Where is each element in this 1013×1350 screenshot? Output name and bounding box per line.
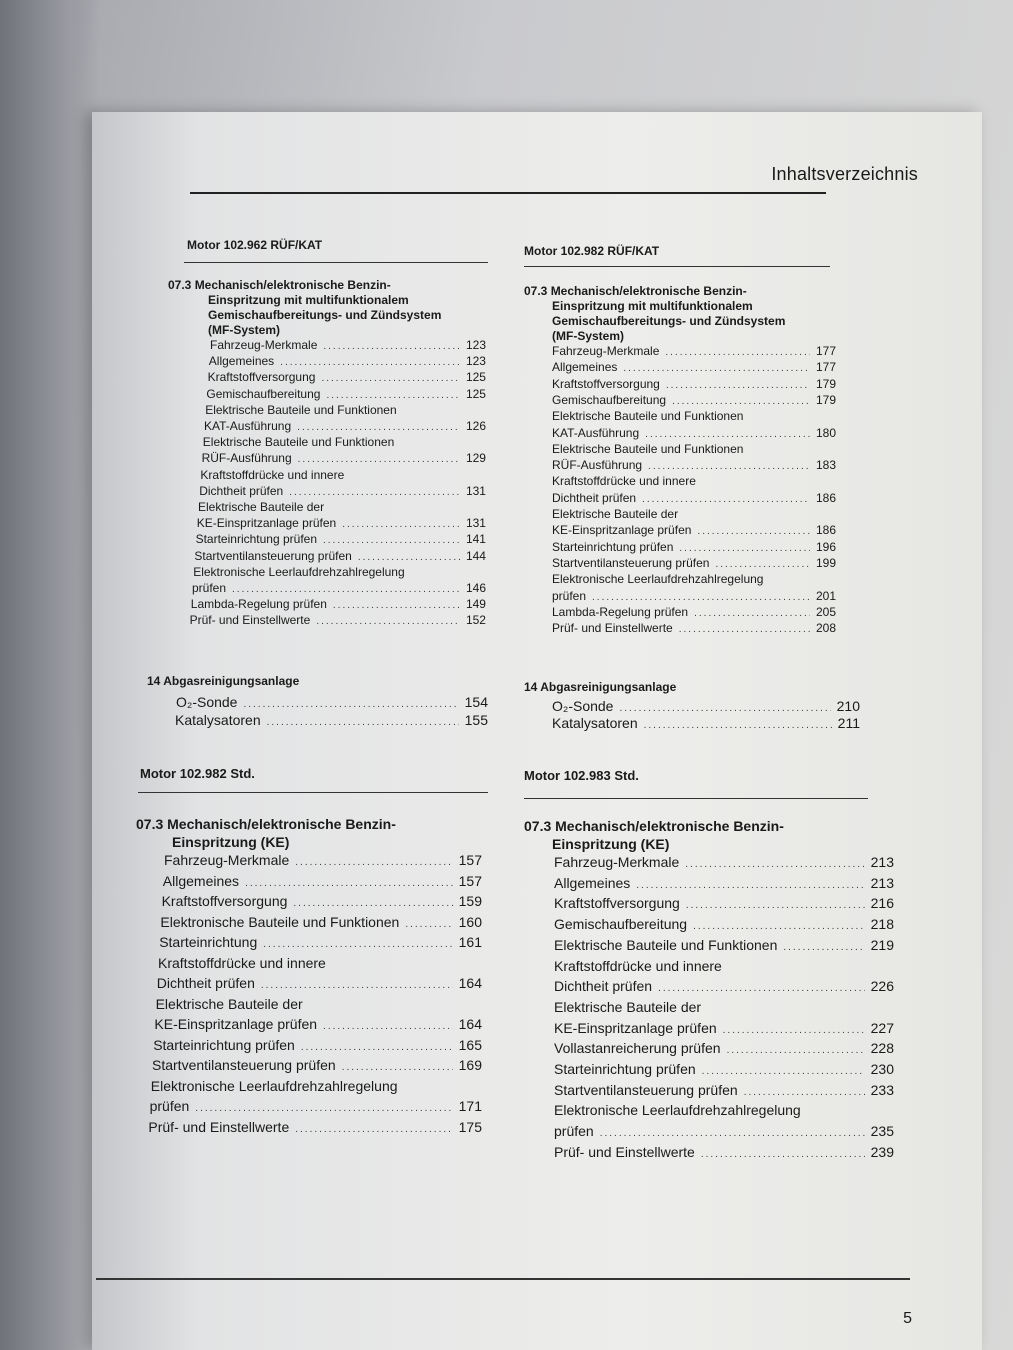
toc-entry-title: Elektrische Bauteile und Funktionen [202, 435, 395, 450]
section-heading-line: (MF-System) [208, 323, 281, 337]
toc-entry-page: 146 [465, 581, 486, 595]
toc-entry-title: Starteinrichtung prüfen [554, 1061, 696, 1077]
toc-entry[interactable] [197, 516, 486, 530]
toc-entry-page: 157 [458, 852, 482, 868]
toc-entry-title: Elektrische Bauteile der [198, 500, 325, 514]
toc-entry-title: KE-Einspritzanlage prüfen [552, 523, 692, 538]
toc-entry[interactable] [206, 387, 486, 401]
toc-entry-title: Kraftstoffversorgung [552, 376, 660, 391]
toc-entry-title: Elektronische Leerlaufdrehzahlregelung [552, 572, 764, 587]
toc-entry-page: 218 [870, 916, 894, 933]
toc-entry-title: prüfen [192, 581, 227, 595]
toc-entry-title: Elektrische Bauteile und Funktionen [205, 402, 397, 417]
toc-entry-page: 216 [870, 895, 894, 912]
dot-leader [727, 1045, 865, 1056]
dot-leader [697, 526, 810, 537]
toc-entry-title: Fahrzeug-Merkmale [210, 338, 318, 352]
toc-entry-title: Katalysatoren [175, 712, 261, 728]
toc-entry[interactable] [552, 507, 836, 521]
toc-entry-page: 160 [458, 913, 482, 930]
toc-entry-page: 211 [837, 715, 860, 731]
dot-leader [232, 584, 460, 595]
dot-leader [261, 980, 453, 991]
toc-entry[interactable] [157, 975, 482, 991]
toc-entry-title: RÜF-Ausführung [552, 458, 643, 473]
toc-entry[interactable] [554, 854, 894, 870]
dot-leader [243, 699, 458, 710]
toc-entry[interactable] [208, 370, 486, 384]
toc-entry-title: Lambda-Regelung prüfen [552, 604, 689, 619]
toc-entry-title: RÜF-Ausführung [201, 451, 292, 466]
toc-entry-title: Prüf- und Einstellwerte [552, 621, 673, 636]
dot-leader [694, 608, 810, 619]
dot-leader [679, 624, 810, 635]
toc-entry-page: 125 [465, 370, 486, 385]
toc-entry-page: 179 [815, 392, 836, 407]
toc-entry-title: prüfen [552, 588, 587, 603]
toc-entry-title: Gemischaufbereitung [554, 916, 688, 933]
toc-entry-title: Elektrische Bauteile der [552, 507, 679, 521]
dot-leader [783, 942, 864, 953]
toc-entry[interactable] [153, 1037, 482, 1053]
dot-leader [293, 898, 452, 909]
right-engine-3: Motor 102.983 Std. [524, 768, 639, 783]
left-rule-3 [138, 792, 488, 793]
toc-entry-title: Prüf- und Einstellwerte [554, 1143, 695, 1160]
toc-entry-title: Elektrische Bauteile der [554, 998, 702, 1015]
dot-leader [321, 373, 460, 384]
section-heading-line: Einspritzung (KE) [552, 836, 670, 852]
header-rule [190, 192, 826, 194]
toc-entry-title: O₂-Sonde [552, 698, 614, 714]
toc-entry[interactable] [554, 1082, 894, 1098]
toc-entry[interactable] [203, 435, 486, 449]
toc-entry-page: 227 [870, 1019, 894, 1036]
toc-entry-page: 228 [870, 1040, 894, 1057]
toc-entry-page: 205 [815, 604, 836, 619]
toc-entry-title: Vollastanreicherung prüfen [554, 1040, 721, 1057]
toc-entry-page: 230 [870, 1061, 894, 1077]
toc-entry-page: 164 [458, 1016, 482, 1032]
right-rule-3 [524, 798, 868, 799]
toc-entry[interactable] [552, 442, 836, 456]
toc-entry[interactable] [200, 468, 486, 482]
toc-entry-title: Fahrzeug-Merkmale [164, 852, 290, 868]
toc-entry-title: Dichtheit prüfen [199, 483, 284, 498]
toc-entry-title: Allgemeines [554, 874, 631, 891]
toc-entry-title: prüfen [149, 1098, 190, 1114]
toc-entry-title: Elektrische Bauteile und Funktionen [552, 441, 744, 456]
toc-entry[interactable] [209, 354, 486, 368]
toc-entry-title: prüfen [554, 1123, 594, 1140]
toc-entry[interactable] [191, 597, 486, 611]
dot-leader [316, 616, 460, 627]
page-number: 5 [903, 1310, 912, 1327]
toc-entry[interactable] [552, 572, 836, 586]
toc-entry-page: 131 [465, 483, 486, 498]
toc-entry-page: 219 [870, 936, 894, 953]
toc-entry-title: Elektrische Bauteile und Funktionen [554, 936, 778, 953]
section-heading-line: Gemischaufbereitungs- und Zündsystem [552, 314, 786, 328]
toc-entry[interactable] [162, 893, 482, 909]
dot-leader [297, 422, 460, 433]
toc-page [92, 112, 982, 1350]
toc-entry-title: Kraftstoffdrücke und innere [200, 467, 345, 482]
toc-entry[interactable] [554, 1020, 894, 1036]
dot-leader [666, 380, 810, 391]
toc-entry-title: Startventilansteuerung prüfen [152, 1057, 336, 1073]
toc-entry-title: KAT-Ausführung [204, 419, 292, 433]
toc-entry-page: 125 [465, 386, 486, 401]
dot-leader [358, 552, 460, 563]
toc-entry-title: Allgemeines [552, 360, 618, 375]
toc-entry[interactable] [554, 916, 894, 932]
dot-leader [636, 880, 864, 891]
toc-entry[interactable] [554, 978, 894, 994]
toc-entry-page: 175 [458, 1118, 482, 1135]
toc-entry-page: 179 [815, 376, 836, 391]
toc-entry-page: 213 [870, 854, 894, 870]
dot-leader [685, 859, 864, 870]
toc-entry[interactable] [163, 873, 482, 889]
toc-entry[interactable] [150, 1098, 482, 1114]
toc-entry-page: 152 [465, 613, 486, 628]
toc-entry[interactable] [552, 589, 836, 603]
section-heading-line: Einspritzung mit multifunktionalem [552, 299, 753, 313]
dot-leader [263, 939, 452, 950]
toc-entry-page: 161 [458, 934, 482, 950]
toc-entry-title: Gemischaufbereitung [552, 392, 667, 407]
dot-leader [298, 454, 460, 465]
toc-entry-page: 165 [458, 1036, 482, 1053]
toc-entry-page: 177 [815, 344, 836, 358]
toc-entry[interactable] [148, 1119, 482, 1135]
toc-entry-page: 155 [464, 712, 488, 728]
toc-entry-page: 210 [836, 698, 860, 714]
toc-entry-page: 201 [815, 588, 836, 603]
toc-entry-title: Elektronische Bauteile und Funktionen [160, 913, 400, 930]
dot-leader [592, 592, 810, 603]
toc-entry-page: 123 [465, 354, 486, 369]
toc-entry-title: Fahrzeug-Merkmale [552, 344, 660, 358]
toc-entry-page: 157 [458, 872, 482, 889]
dot-leader [195, 1103, 452, 1114]
dot-leader [619, 703, 830, 714]
toc-entry[interactable] [160, 914, 482, 930]
toc-entry[interactable] [205, 403, 486, 417]
toc-entry-page: 239 [870, 1143, 894, 1160]
dot-leader [295, 1124, 452, 1135]
dot-leader [658, 983, 865, 994]
toc-entry[interactable] [204, 419, 486, 433]
toc-entry-page: 199 [815, 555, 836, 570]
dot-leader [623, 363, 810, 374]
dot-leader [715, 559, 810, 570]
toc-entry[interactable] [194, 549, 486, 563]
page-title: Inhaltsverzeichnis [771, 164, 918, 184]
toc-entry-page: 180 [815, 425, 836, 440]
toc-entry[interactable] [554, 875, 894, 891]
toc-entry[interactable] [193, 565, 486, 579]
toc-entry-title: Kraftstoffversorgung [161, 893, 288, 909]
dot-leader [645, 429, 810, 440]
toc-entry[interactable] [554, 999, 894, 1015]
toc-entry[interactable] [156, 996, 482, 1012]
toc-entry[interactable] [554, 958, 894, 974]
toc-entry[interactable] [554, 1061, 894, 1077]
left-engine-1: Motor 102.962 RÜF/KAT [187, 238, 323, 252]
toc-entry[interactable] [552, 621, 836, 635]
toc-entry-title: KE-Einspritzanlage prüfen [196, 516, 337, 531]
right-rule-1 [524, 266, 830, 267]
toc-entry[interactable] [552, 426, 836, 440]
toc-entry-page: 144 [465, 548, 486, 563]
toc-entry[interactable] [552, 409, 836, 423]
toc-entry-title: Startventilansteuerung prüfen [554, 1081, 738, 1098]
dot-leader [342, 1062, 453, 1073]
toc-entry-page: 154 [464, 694, 488, 710]
dot-leader [644, 720, 832, 731]
toc-entry[interactable] [552, 523, 836, 537]
toc-entry-page: 196 [815, 539, 836, 554]
toc-entry[interactable] [196, 532, 486, 546]
footer-rule [96, 1278, 910, 1280]
toc-entry-title: Starteinrichtung prüfen [153, 1036, 295, 1053]
toc-entry[interactable] [190, 613, 486, 627]
toc-entry-title: Dichtheit prüfen [554, 978, 653, 995]
dot-leader [245, 878, 453, 889]
toc-entry-title: Starteinrichtung prüfen [552, 539, 674, 554]
dot-leader [679, 543, 810, 554]
toc-entry[interactable] [552, 698, 860, 714]
dot-leader [323, 1021, 453, 1032]
dot-leader [280, 357, 460, 368]
toc-entry[interactable] [552, 393, 836, 407]
toc-entry-title: Katalysatoren [552, 715, 638, 731]
toc-entry[interactable] [554, 1144, 894, 1160]
section-heading-line: Einspritzung mit multifunktionalem [208, 293, 409, 307]
toc-entry-title: Elektrische Bauteile der [155, 995, 303, 1012]
toc-entry[interactable] [159, 934, 482, 950]
toc-entry[interactable] [151, 1078, 482, 1094]
toc-entry-title: Lambda-Regelung prüfen [190, 597, 327, 612]
toc-entry[interactable] [554, 937, 894, 953]
toc-entry-title: Elektronische Leerlaufdrehzahlregelung [150, 1077, 398, 1094]
toc-entry-page: 226 [870, 978, 894, 995]
dot-leader [701, 1149, 865, 1160]
toc-entry-page: 186 [815, 490, 836, 505]
toc-entry[interactable] [158, 955, 482, 971]
toc-entry[interactable] [198, 500, 486, 514]
dot-leader [672, 396, 810, 407]
dot-leader [686, 900, 865, 911]
toc-entry[interactable] [210, 338, 486, 352]
toc-entry-title: Elektrische Bauteile und Funktionen [552, 409, 744, 424]
toc-entry-title: Startventilansteuerung prüfen [552, 555, 710, 570]
dot-leader [665, 347, 810, 358]
section-heading-line: (MF-System) [552, 329, 625, 343]
toc-entry-page: 131 [465, 516, 486, 531]
dot-leader [702, 1066, 865, 1077]
dot-leader [333, 600, 460, 611]
left-section-14: 14 Abgasreinigungsanlage [147, 674, 300, 688]
toc-entry-title: Prüf- und Einstellwerte [148, 1118, 290, 1135]
toc-entry-title: Elektronische Leerlaufdrehzahlregelung [554, 1102, 801, 1119]
toc-entry[interactable] [164, 852, 482, 868]
toc-entry-page: 233 [870, 1081, 894, 1098]
toc-entry[interactable] [175, 712, 488, 728]
toc-entry[interactable] [554, 1102, 894, 1118]
dot-leader [301, 1042, 453, 1053]
toc-entry-title: Starteinrichtung prüfen [195, 532, 317, 547]
dot-leader [600, 1128, 865, 1139]
toc-entry-page: 126 [465, 419, 486, 433]
toc-entry-title: Prüf- und Einstellwerte [189, 613, 311, 628]
toc-entry[interactable] [552, 556, 836, 570]
toc-entry[interactable] [552, 377, 836, 391]
dot-leader [405, 919, 452, 930]
toc-entry-title: Kraftstoffversorgung [207, 370, 316, 385]
toc-entry-page: 164 [458, 975, 482, 991]
toc-entry-title: Kraftstoffdrücke und innere [552, 474, 696, 489]
section-heading-line: 07.3 Mechanisch/elektronische Benzin- [136, 816, 396, 832]
dot-leader [323, 535, 460, 546]
toc-entry[interactable] [552, 715, 860, 731]
toc-entry[interactable] [554, 1123, 894, 1139]
dot-leader [693, 921, 865, 932]
right-engine-1: Motor 102.982 RÜF/KAT [524, 244, 660, 258]
toc-entry-title: Fahrzeug-Merkmale [554, 854, 680, 870]
toc-entry-page: 177 [815, 360, 836, 375]
toc-entry-page: 208 [815, 621, 836, 636]
dot-leader [744, 1087, 865, 1098]
toc-entry[interactable] [154, 1016, 482, 1032]
book-shadow [0, 0, 100, 1350]
section-heading-line: 07.3 Mechanisch/elektronische Benzin- [168, 278, 391, 292]
dot-leader [723, 1025, 865, 1036]
right-section-14: 14 Abgasreinigungsanlage [524, 680, 677, 694]
toc-entry[interactable] [554, 1040, 894, 1056]
toc-entry-page: 169 [458, 1057, 482, 1073]
section-heading-line: 07.3 Mechanisch/elektronische Benzin- [524, 284, 747, 298]
toc-entry[interactable] [199, 484, 486, 498]
toc-entry-title: Kraftstoffdrücke und innere [554, 957, 722, 974]
toc-entry[interactable] [202, 451, 486, 465]
dot-leader [648, 461, 810, 472]
toc-entry-title: Elektronische Leerlaufdrehzahlregelung [193, 564, 405, 579]
dot-leader [289, 487, 460, 498]
toc-entry-title: KE-Einspritzanlage prüfen [154, 1016, 318, 1032]
toc-entry-page: 141 [465, 532, 486, 547]
toc-entry-title: Gemischaufbereitung [206, 386, 321, 401]
toc-entry-title: Dichtheit prüfen [156, 975, 255, 991]
toc-entry[interactable] [552, 344, 836, 358]
toc-entry[interactable] [552, 540, 836, 554]
toc-entry-title: O₂-Sonde [176, 694, 238, 710]
toc-entry[interactable] [552, 491, 836, 505]
toc-entry-title: Kraftstoffdrücke und innere [158, 954, 326, 971]
dot-leader [342, 519, 460, 530]
toc-entry-page: 149 [465, 597, 486, 612]
toc-entry-title: Allgemeines [208, 354, 275, 369]
toc-entry[interactable] [554, 895, 894, 911]
left-engine-3: Motor 102.982 Std. [140, 766, 255, 781]
toc-entry-title: KAT-Ausführung [552, 425, 640, 440]
section-heading-line: Gemischaufbereitungs- und Zündsystem [208, 308, 442, 322]
toc-entry-title: Dichtheit prüfen [552, 490, 637, 505]
toc-entry-title: Kraftstoffversorgung [554, 895, 680, 912]
section-heading-line: Einspritzung (KE) [172, 834, 290, 850]
toc-entry[interactable] [552, 474, 836, 488]
section-heading-line: 07.3 Mechanisch/elektronische Benzin- [524, 818, 784, 834]
dot-leader [323, 341, 460, 352]
dot-leader [295, 857, 452, 868]
toc-entry[interactable] [552, 458, 836, 472]
dot-leader [642, 494, 810, 505]
toc-entry-title: Startventilansteuerung prüfen [194, 548, 352, 563]
toc-entry-page: 186 [815, 523, 836, 538]
dot-leader [267, 717, 459, 728]
toc-entry-title: KE-Einspritzanlage prüfen [554, 1019, 717, 1036]
toc-entry-page: 235 [870, 1123, 894, 1140]
toc-entry[interactable] [192, 581, 486, 595]
toc-entry[interactable] [176, 694, 488, 710]
toc-entry-page: 213 [870, 874, 894, 891]
dot-leader [326, 390, 459, 401]
toc-entry[interactable] [152, 1057, 482, 1073]
toc-entry[interactable] [552, 605, 836, 619]
toc-entry-page: 171 [458, 1098, 482, 1114]
toc-entry-page: 123 [465, 338, 486, 352]
toc-entry-page: 183 [815, 458, 836, 473]
toc-entry-title: Allgemeines [162, 872, 240, 889]
toc-entry-page: 159 [458, 893, 482, 909]
toc-entry-page: 129 [465, 451, 486, 466]
left-rule-1 [184, 262, 488, 263]
toc-entry[interactable] [552, 360, 836, 374]
toc-entry-title: Starteinrichtung [159, 934, 258, 950]
